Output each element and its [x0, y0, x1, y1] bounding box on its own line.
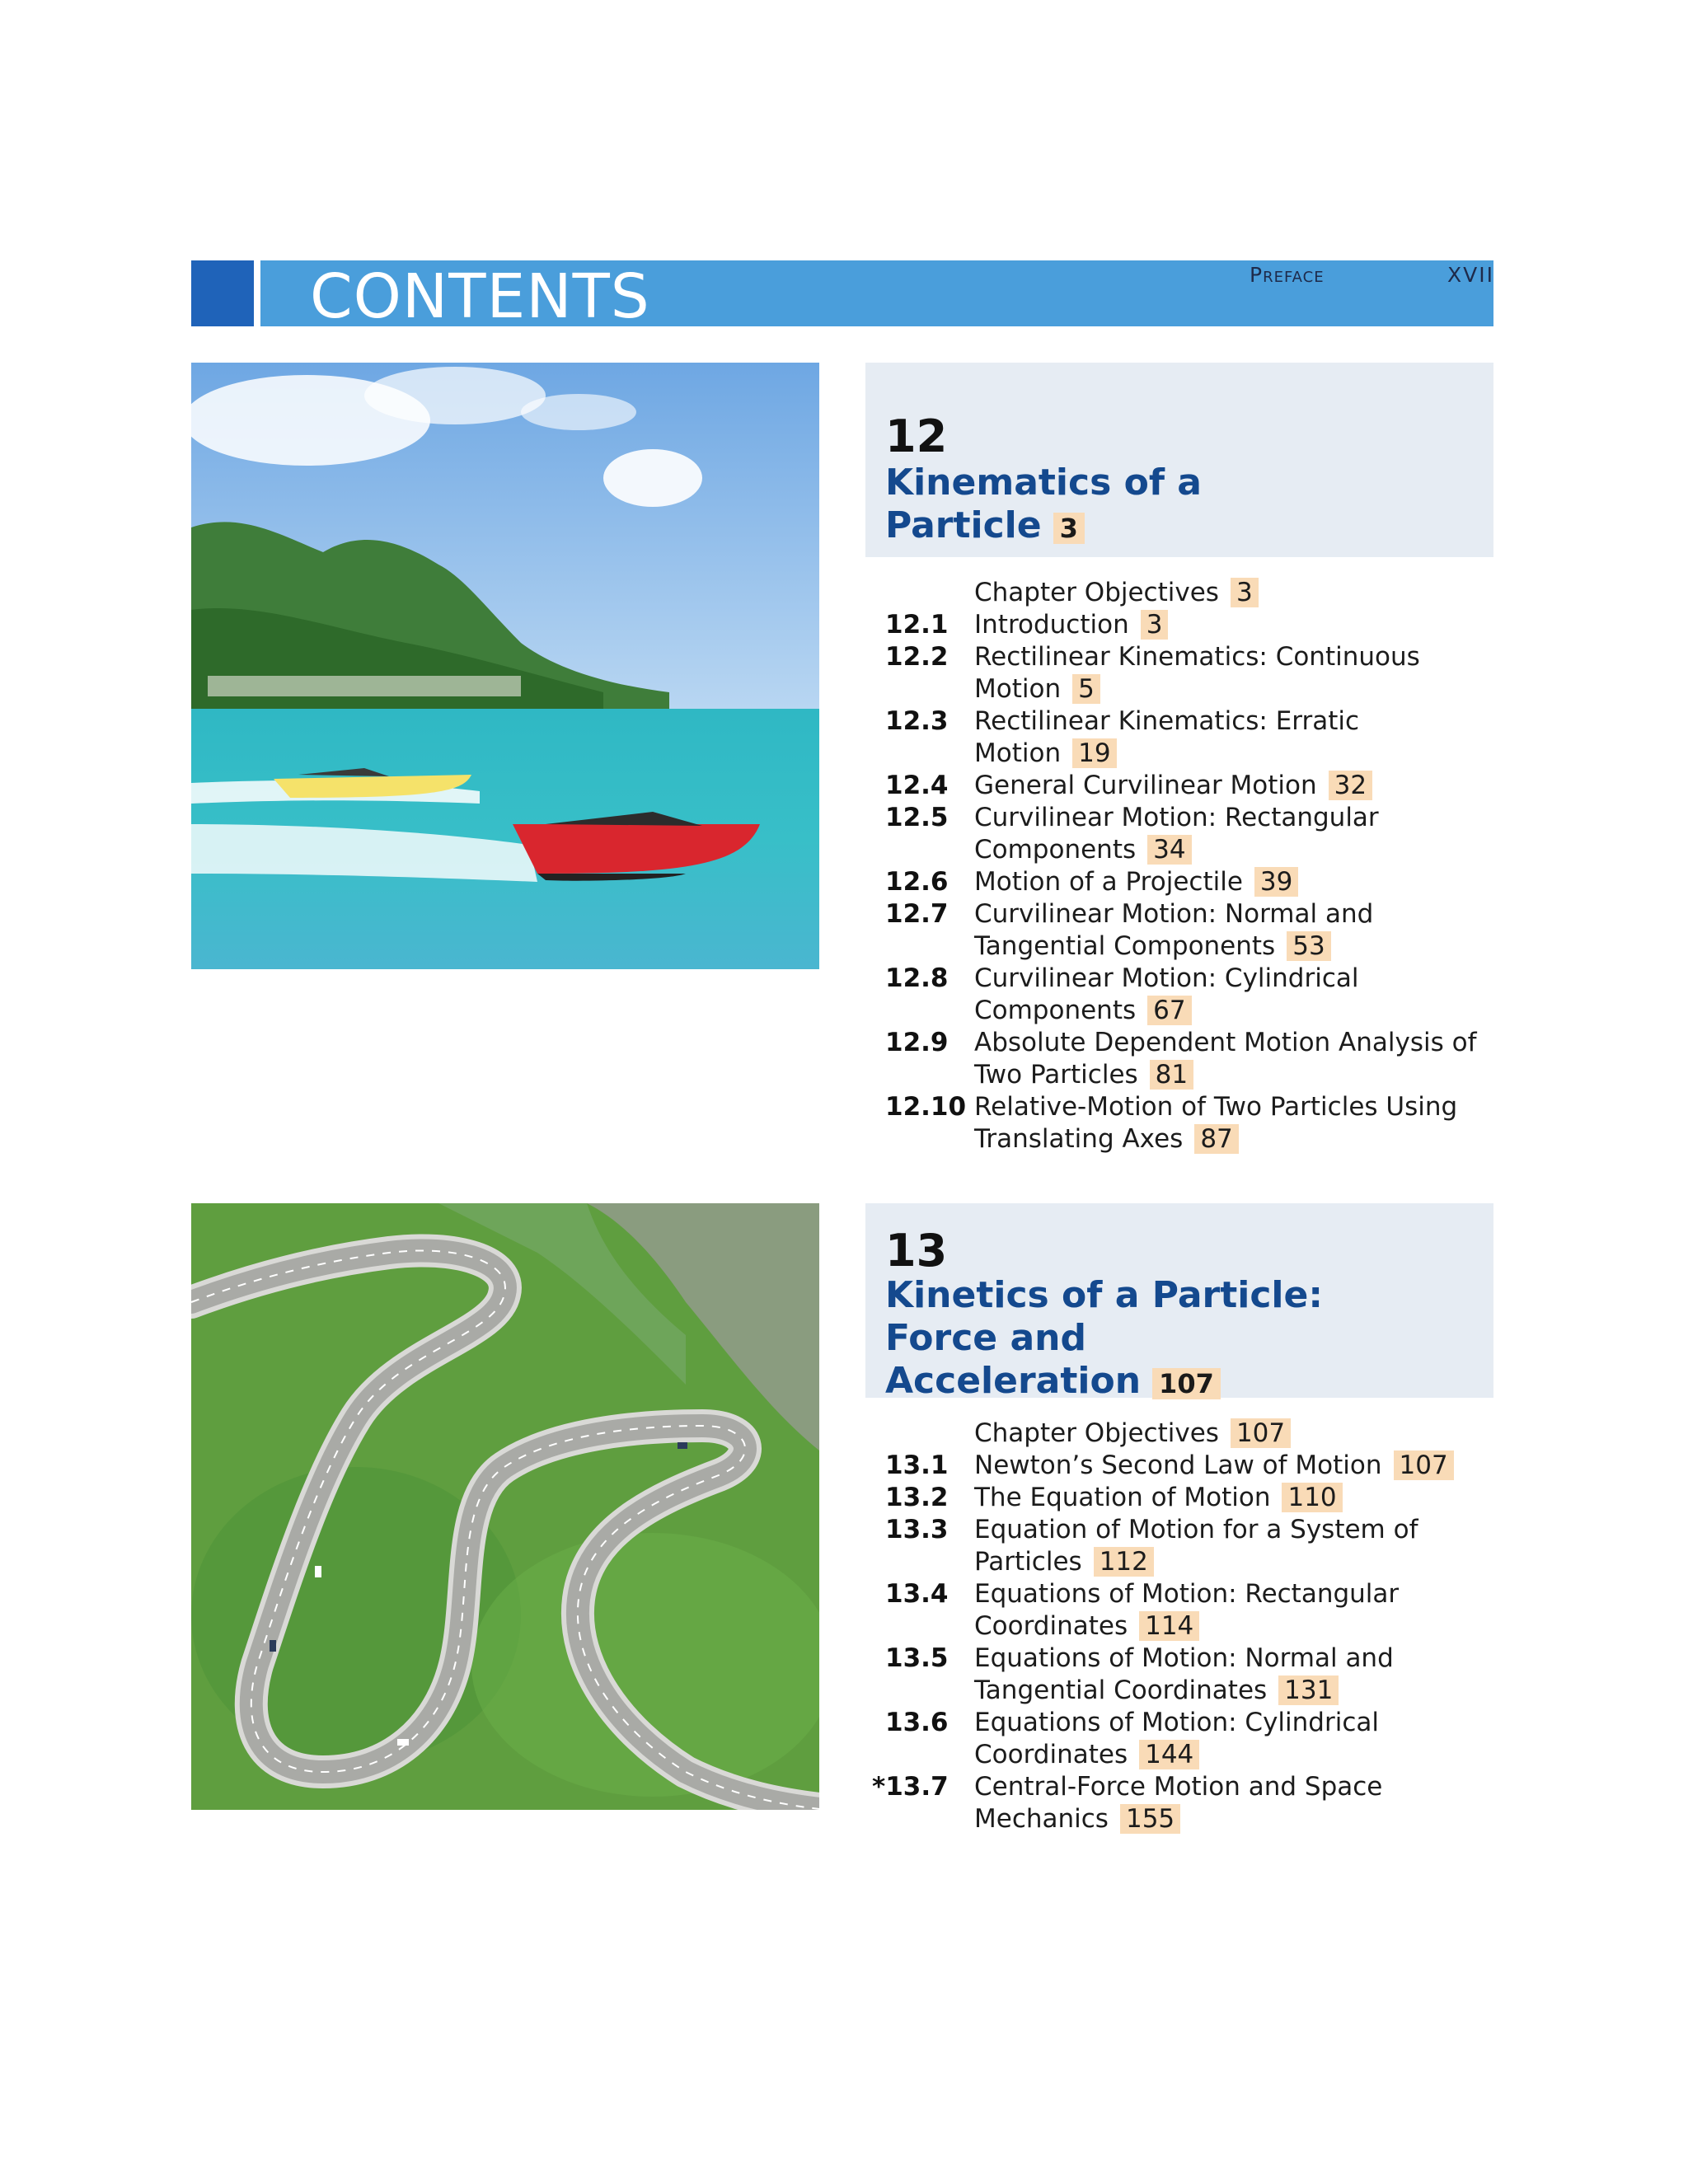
chapter-title[interactable]	[885, 1274, 1413, 1405]
section-title: Curvilinear Motion: Normal and Tangential Components	[974, 899, 1374, 961]
page-number: XVII	[1447, 263, 1494, 287]
section-title: Chapter Objectives	[974, 1418, 1219, 1448]
section-title: Chapter Objectives	[974, 578, 1219, 607]
toc-entry[interactable]	[865, 898, 1500, 963]
chapter-page: 107	[1152, 1368, 1221, 1399]
header-divider	[254, 260, 260, 326]
section-page: 67	[1147, 996, 1191, 1025]
chapter-12-heading	[865, 363, 1493, 557]
chapter-title-text: Kinetics of a Particle: Force and Acceleration	[885, 1274, 1323, 1402]
section-title: Equation of Motion for a System of Particles	[974, 1515, 1418, 1577]
running-head-preface: Preface	[1250, 263, 1325, 287]
toc-entry[interactable]	[865, 1514, 1500, 1578]
section-page: 3	[1141, 610, 1169, 640]
section-page: 87	[1194, 1124, 1238, 1154]
toc-entry[interactable]	[865, 802, 1500, 866]
toc-entry[interactable]	[865, 866, 1500, 898]
section-title: Absolute Dependent Motion Analysis of Two Particles	[974, 1028, 1477, 1090]
section-page: 3	[1231, 578, 1259, 607]
section-number: 13.6	[885, 1708, 949, 1737]
section-title: Rectilinear Kinematics: Continuous Motion	[974, 642, 1420, 704]
chapter-13-heading	[865, 1203, 1493, 1402]
section-title: Central-Force Motion and Space Mechanics	[974, 1772, 1383, 1834]
section-number: 12.6	[885, 867, 949, 897]
page-title: CONTENTS	[310, 261, 650, 332]
section-number: 13.3	[885, 1515, 949, 1544]
section-number: 12.9	[885, 1028, 949, 1057]
section-title: Introduction	[974, 610, 1129, 640]
toc-entry[interactable]	[865, 1578, 1500, 1643]
toc-entry[interactable]	[865, 1771, 1500, 1835]
section-title: General Curvilinear Motion	[974, 771, 1317, 800]
toc-entry[interactable]	[865, 577, 1500, 609]
section-number: 13.2	[885, 1483, 949, 1512]
contents-header-bar	[191, 260, 1494, 332]
header-accent-block	[191, 260, 254, 326]
chapter-page: 3	[1053, 513, 1085, 544]
section-page: 110	[1282, 1483, 1342, 1512]
chapter-title-text: Kinematics of a Particle	[885, 462, 1202, 546]
toc-entry[interactable]	[865, 1482, 1500, 1514]
section-page: 155	[1120, 1804, 1180, 1834]
toc-entry[interactable]	[865, 609, 1500, 641]
toc-entry[interactable]	[865, 1091, 1500, 1155]
chapter-number: 12	[885, 410, 948, 462]
mountain-road-photo	[191, 1203, 819, 1810]
section-title: Equations of Motion: Cylindrical Coordinates	[974, 1708, 1379, 1769]
toc-entry[interactable]	[865, 1643, 1500, 1707]
section-page: 114	[1139, 1611, 1199, 1641]
toc-entry[interactable]	[865, 1418, 1500, 1450]
section-page: 107	[1231, 1418, 1291, 1448]
section-number: 12.8	[885, 963, 949, 993]
toc-entry[interactable]	[865, 1027, 1500, 1091]
section-title: Curvilinear Motion: Rectangular Components	[974, 803, 1379, 865]
section-page: 112	[1094, 1547, 1154, 1577]
section-page: 34	[1147, 835, 1191, 865]
section-title: Motion of a Projectile	[974, 867, 1243, 897]
section-number: 13.5	[885, 1643, 949, 1673]
section-page: 131	[1278, 1675, 1339, 1705]
section-number: *13.7	[872, 1772, 949, 1802]
toc-entry[interactable]	[865, 705, 1500, 770]
speedboats-photo	[191, 363, 819, 969]
toc-entry[interactable]	[865, 1707, 1500, 1771]
section-number: 13.4	[885, 1579, 949, 1609]
section-page: 144	[1139, 1740, 1199, 1769]
section-title: Relative-Motion of Two Particles Using Translating Axes	[974, 1092, 1458, 1154]
chapter-title[interactable]	[885, 462, 1413, 550]
section-number: 12.7	[885, 899, 949, 929]
section-title: The Equation of Motion	[974, 1483, 1271, 1512]
chapter-13-toc	[865, 1418, 1500, 1835]
section-title: Equations of Motion: Normal and Tangential Coordinates	[974, 1643, 1394, 1705]
section-title: Rectilinear Kinematics: Erratic Motion	[974, 706, 1360, 768]
section-title: Newton’s Second Law of Motion	[974, 1451, 1382, 1480]
section-number: 12.10	[885, 1092, 967, 1122]
section-page: 5	[1072, 674, 1100, 704]
section-page: 81	[1150, 1060, 1193, 1090]
section-number: 12.4	[885, 771, 949, 800]
section-title: Equations of Motion: Rectangular Coordinates	[974, 1579, 1400, 1641]
section-number: 12.2	[885, 642, 949, 672]
chapter-12-toc	[865, 577, 1500, 1155]
chapter-number: 13	[885, 1225, 948, 1277]
section-page: 53	[1287, 931, 1330, 961]
section-number: 12.5	[885, 803, 949, 832]
toc-entry[interactable]	[865, 641, 1500, 705]
toc-entry[interactable]	[865, 963, 1500, 1027]
section-page: 32	[1329, 771, 1372, 800]
section-page: 107	[1394, 1451, 1454, 1480]
toc-entry[interactable]	[865, 770, 1500, 802]
section-number: 12.3	[885, 706, 949, 736]
section-title: Curvilinear Motion: Cylindrical Components	[974, 963, 1359, 1025]
section-page: 19	[1072, 738, 1116, 768]
toc-entry[interactable]	[865, 1450, 1500, 1482]
section-page: 39	[1254, 867, 1298, 897]
section-number: 13.1	[885, 1451, 949, 1480]
section-number: 12.1	[885, 610, 949, 640]
